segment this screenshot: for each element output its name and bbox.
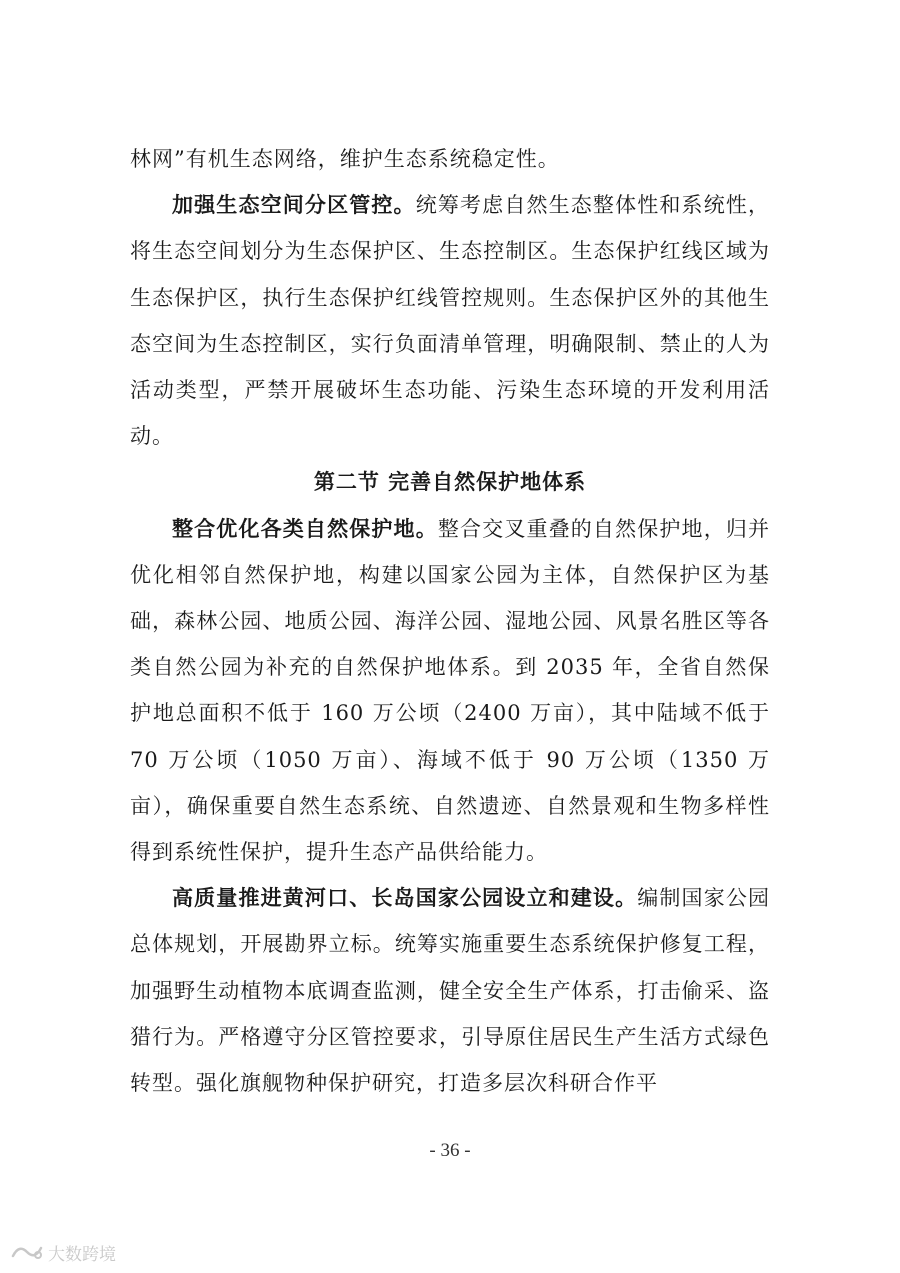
- page-number: - 36 -: [429, 1140, 471, 1161]
- watermark: [10, 1240, 116, 1264]
- paragraph-1-text: 林网”有机生态网络，维护生态系统稳定性。: [130, 147, 560, 171]
- paragraph-4: [130, 875, 770, 1106]
- paragraph-1: [130, 136, 770, 182]
- paragraph-2-lead: 加强生态空间分区管控。: [172, 192, 416, 218]
- brand-logo-icon: [10, 1242, 44, 1262]
- document-body: [130, 136, 770, 1106]
- paragraph-4-text: 编制国家公园总体规划，开展勘界立标。统筹实施重要生态系统保护修复工程，加强野生动植物本底调查监测，健全安全生产体系，打击偷采、盗猎行为。严格遵守分区管控要求，引导原住居民生产生活方式绿色转型。强化旗舰物种保护研究，打造多层次科研合作平: [130, 886, 771, 1096]
- watermark-text: 大数跨境: [48, 1244, 116, 1265]
- paragraph-2-text: 统筹考虑自然生态整体性和系统性，将生态空间划分为生态保护区、生态控制区。生态保护红线区域为生态保护区，执行生态保护红线管控规则。生态保护区外的其他生态空间为生态控制区，实行负面清单管理，明确限制、禁止的人为活动类型，严禁开展破坏生态功能、污染生态环境的开发利用活动。: [130, 193, 771, 449]
- paragraph-2: [130, 182, 770, 459]
- section-heading: 第二节 完善自然保护地体系: [313, 470, 587, 495]
- paragraph-3-text: 整合交叉重叠的自然保护地，归并优化相邻自然保护地，构建以国家公园为主体，自然保护区为基础，森林公园、地质公园、海洋公园、湿地公园、风景名胜区等各类自然公园为补充的自然保护地体系。到 2035 年，全省自然保护地总面积不低于 160 万公顷（2400 万亩），其中陆域不低于 70 万公顷（1050 万亩）、海域不低于 90 万公顷（1350 万亩），确保重要自然生态系统、自然遗迹、自然景观和生物多样性得到系统性保护，提升生态产品供给能力。: [130, 516, 771, 865]
- paragraph-3: [130, 506, 770, 876]
- paragraph-4-lead: 高质量推进黄河口、长岛国家公园设立和建设。: [172, 885, 638, 911]
- paragraph-3-lead: 整合优化各类自然保护地。: [172, 515, 438, 541]
